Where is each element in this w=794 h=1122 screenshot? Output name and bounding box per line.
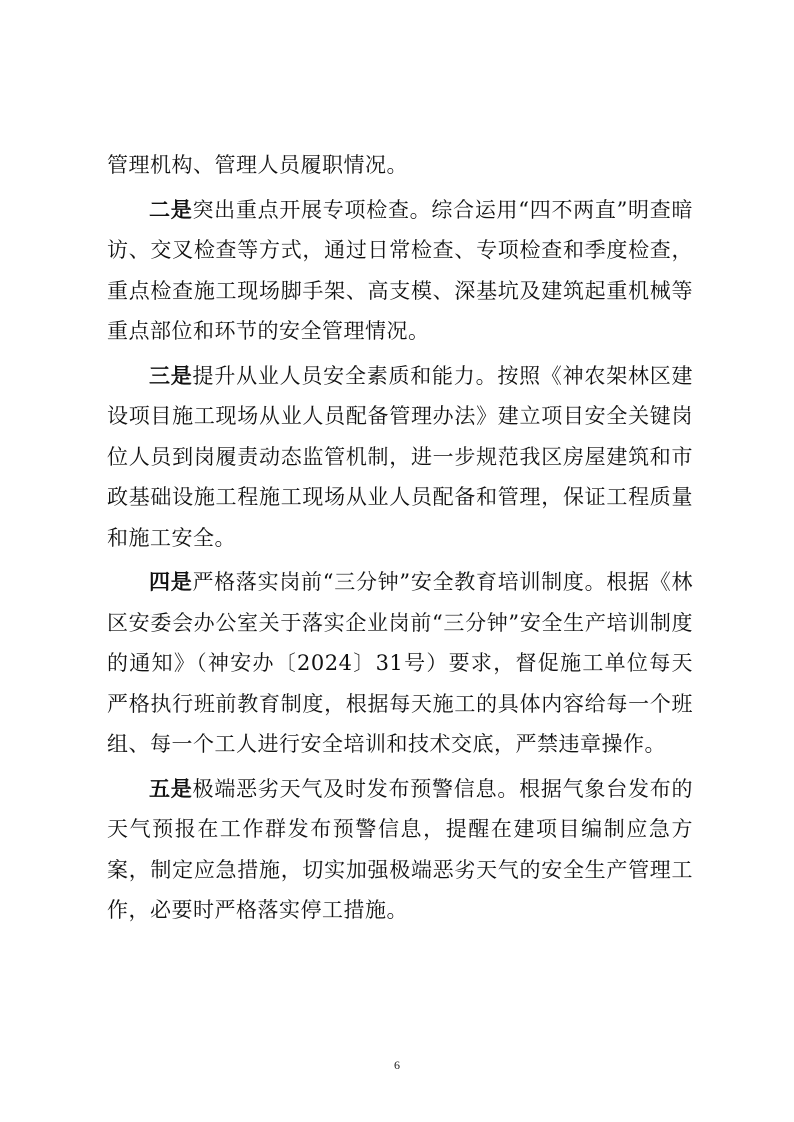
paragraph-text: 极端恶劣天气及时发布预警信息。根据气象台发布的天气预报在工作群发布预警信息，提醒在建项目编制应急方案，制定应急措施，切实加强极端恶劣天气的安全生产管理工作，必要时严格落实停工措施。 <box>107 776 694 922</box>
paragraph-item-4 <box>107 562 693 765</box>
paragraph-lead: 三是 <box>149 363 193 388</box>
paragraph-item-3 <box>107 356 693 559</box>
paragraph-lead: 四是 <box>149 570 193 594</box>
document-body <box>107 145 693 935</box>
paragraph-text: 突出重点开展专项检查。综合运用“四不两直”明查暗访、交叉检查等方式，通过日常检查、专项检查和季度检查，重点检查施工现场脚手架、高支模、深基坑及建筑起重机械等重点部位和环节的安全管理情况。 <box>107 197 693 343</box>
paragraph-text: 严格落实岗前“三分钟”安全教育培训制度。根据《林区安委会办公室关于落实企业岗前“三分钟”安全生产培训制度的通知》（神安办〔2024〕31号）要求，督促施工单位每天严格执行班前教育制度，根据每天施工的具体内容给每一个班组、每一个工人进行安全培训和技术交底，严禁违章操作。 <box>107 570 693 756</box>
paragraph-item-2 <box>107 190 693 352</box>
paragraph-text: 管理机构、管理人员履职情况。 <box>107 153 408 177</box>
paragraph-lead: 二是 <box>149 197 193 222</box>
paragraph-text: 提升从业人员安全素质和能力。按照《神农架林区建设项目施工现场从业人员配备管理办法》建立项目安全关键岗位人员到岗履责动态监管机制，进一步规范我区房屋建筑和市政基础设施工程施工现场从业人员配备和管理，保证工程质量和施工安全。 <box>107 363 694 550</box>
page-number: 6 <box>394 1058 400 1072</box>
paragraph-continuation <box>107 145 693 186</box>
paragraph-item-5 <box>107 769 693 931</box>
paragraph-lead: 五是 <box>149 776 193 801</box>
